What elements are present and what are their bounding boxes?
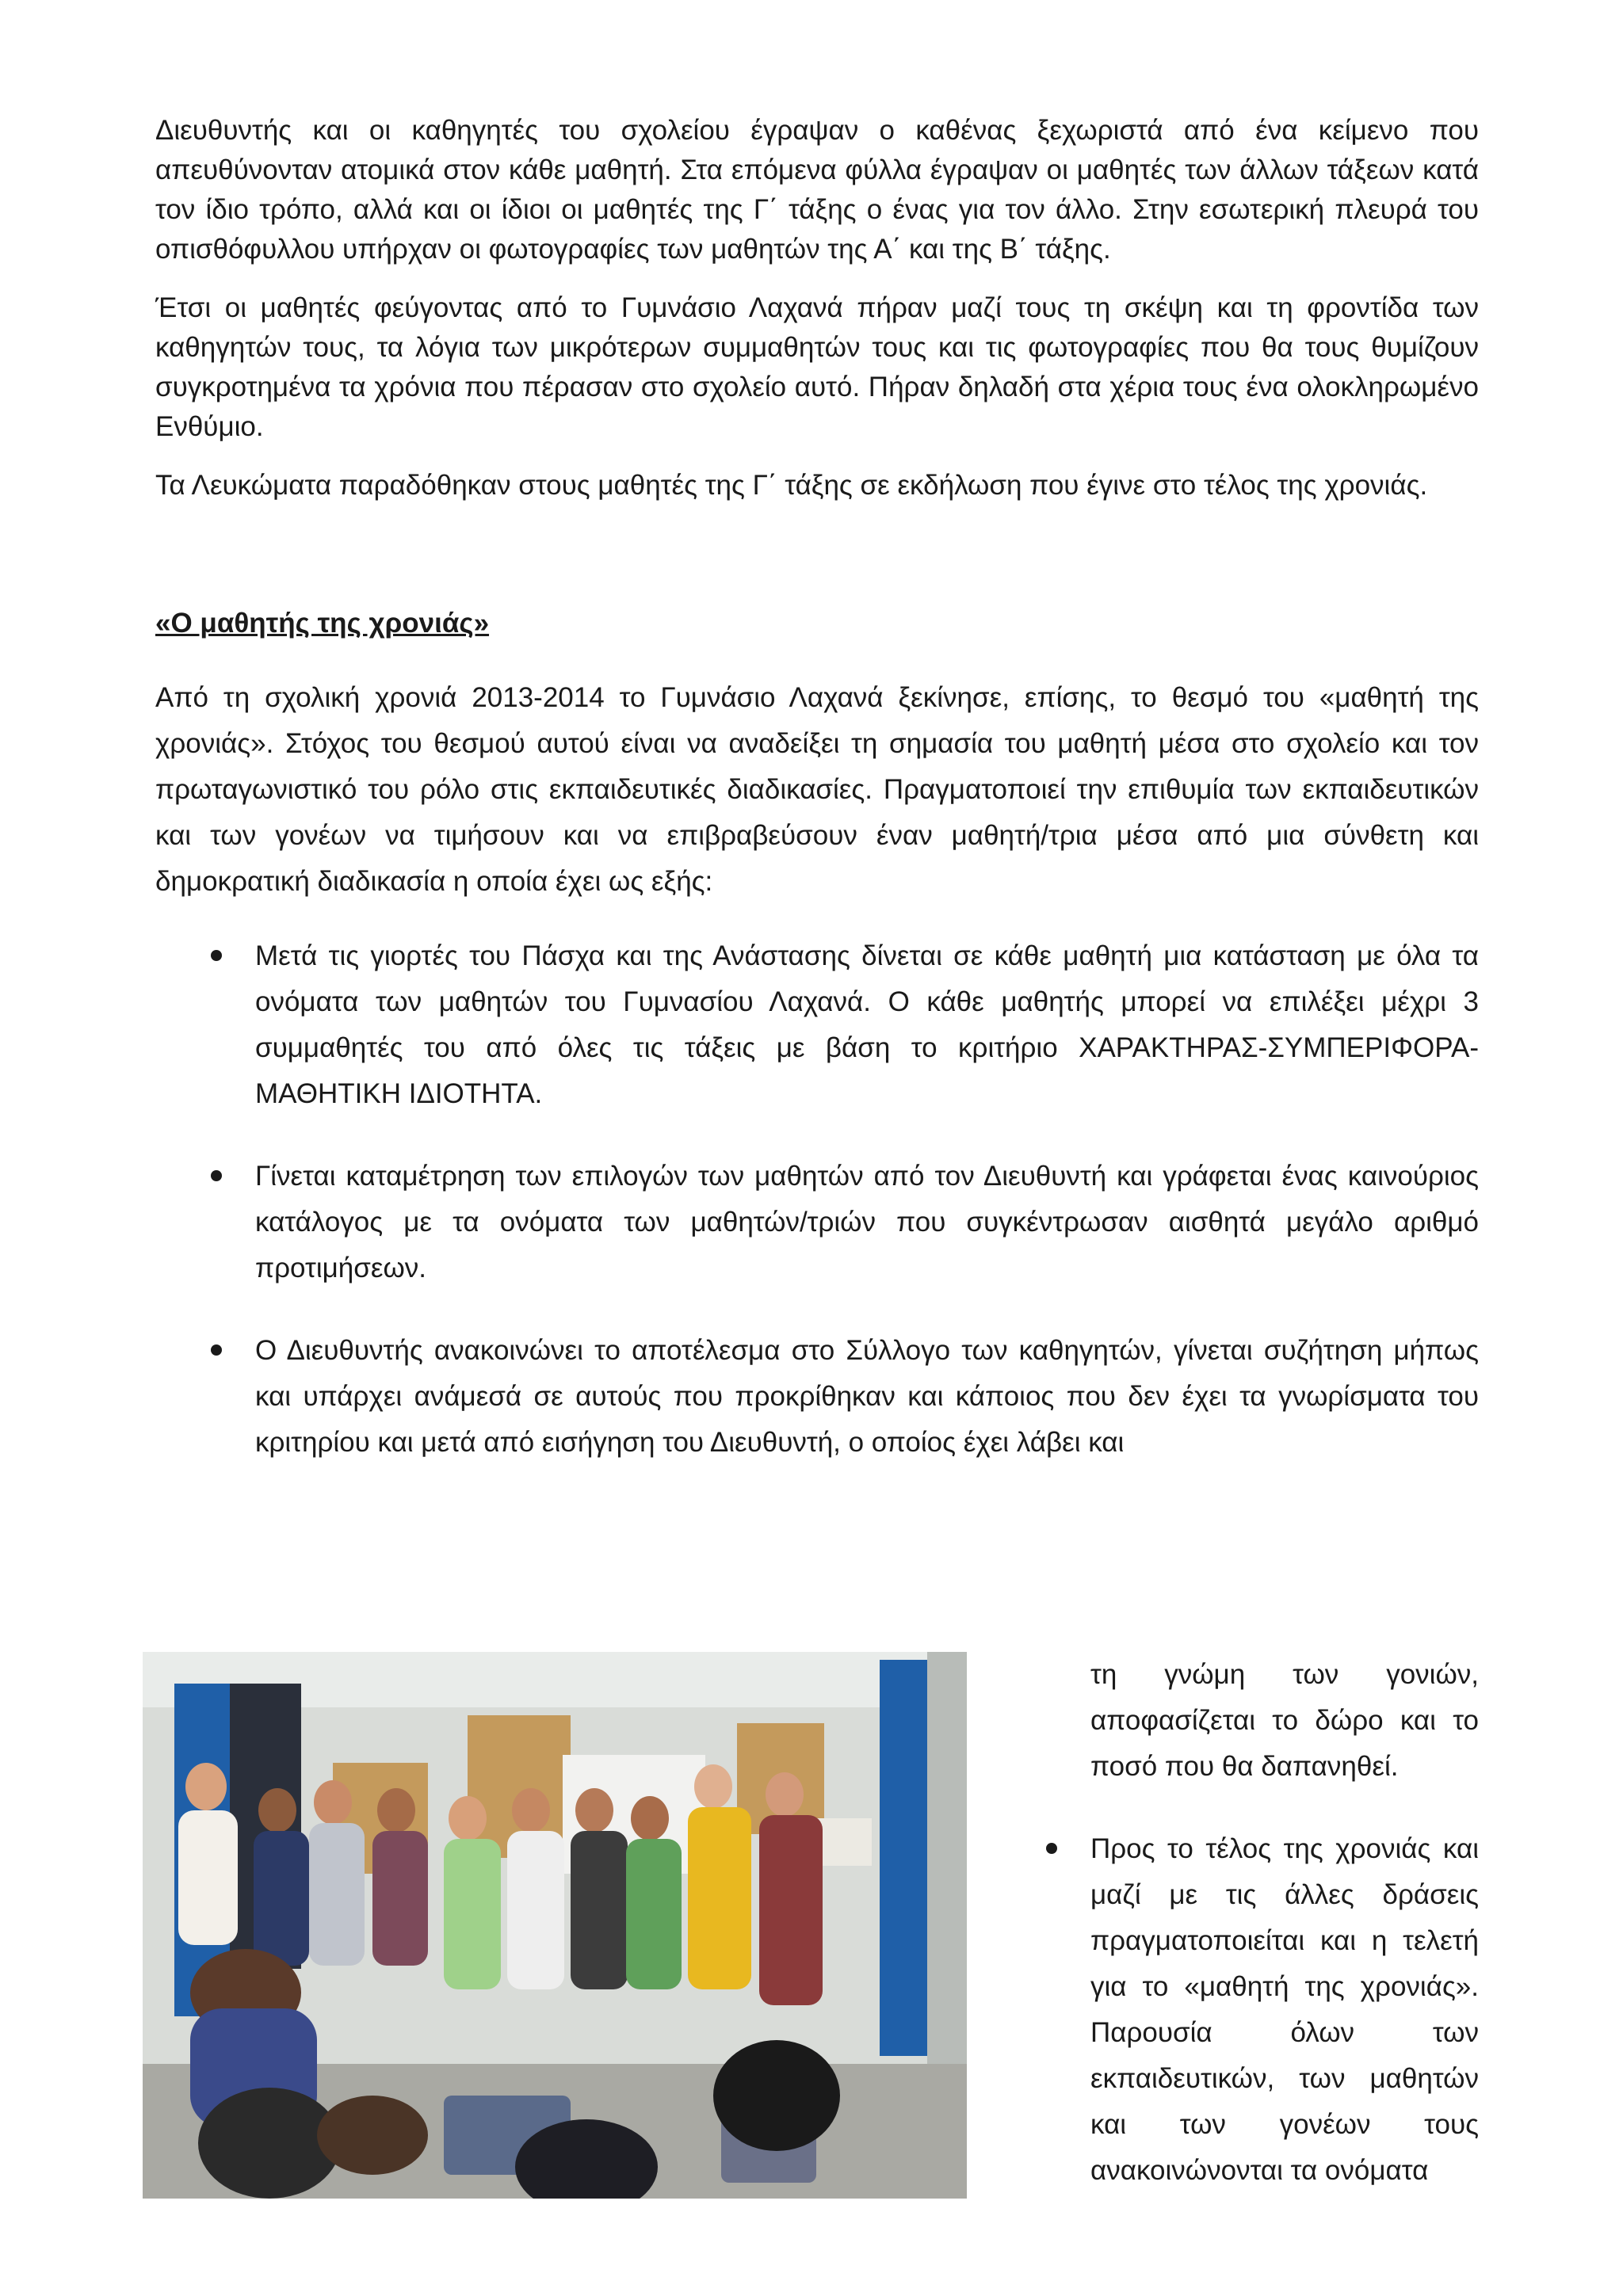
section-title: «Ο μαθητής της χρονιάς» xyxy=(155,608,490,639)
list-item xyxy=(155,1328,1479,1466)
list-item-text: Ο Διευθυντής ανακοινώνει το αποτέλεσμα στο Σύλλογο των καθηγητών, γίνεται συζήτηση μήπως και υπάρχει ανάμεσά σε αυτούς που προκρίθηκαν και κάποιος που δεν έχει τα γνωρίσματα του κριτηρίου και μετά από εισήγηση του Διευθυντή, ο οποίος έχει λάβει και xyxy=(255,1335,1479,1458)
bullet-icon xyxy=(211,950,222,961)
section-spacer xyxy=(155,524,1479,604)
list-item xyxy=(1090,1826,1479,2194)
bullet-icon xyxy=(1046,1843,1057,1854)
intro-paragraph-1: Διευθυντής και οι καθηγητές του σχολείου έγραψαν ο καθένας ξεχωριστά από ένα κείμενο που απευθύνονταν ατομικά στον κάθε μαθητή. Στα επόμενα φύλλα έγραψαν οι μαθητές των άλλων τάξεων κατά τον ίδιο τρόπο, αλλά και οι ίδιοι οι μαθητές της Γ΄ τάξης ο ένας για τον άλλο. Στην εσωτερική πλευρά του οπισθόφυλλου υπήρχαν οι φωτογραφίες των μαθητών της Α΄ και της Β΄ τάξης. xyxy=(155,115,1479,265)
list-item xyxy=(155,1154,1479,1291)
intro-paragraph-2: Έτσι οι μαθητές φεύγοντας από το Γυμνάσιο Λαχανά πήραν μαζί τους τη σκέψη και τη φροντίδα των καθηγητών τους, τα λόγια των μικρότερων συμμαθητών τους και τις φωτογραφίες που θα τους θυμίζουν συγκροτημένα τα χρόνια που πέρασαν στο σχολείο αυτό. Πήραν δηλαδή στα χέρια τους ένα ολοκληρωμένο Ενθύμιο. xyxy=(155,292,1479,442)
list-item xyxy=(155,933,1479,1117)
bullet-icon xyxy=(211,1170,222,1181)
bullet-3-continuation: τη γνώμη των γονιών, αποφασίζεται το δώρο και το ποσό που θα δαπανηθεί. xyxy=(1090,1659,1479,1782)
bullet-icon xyxy=(211,1344,222,1356)
list-item-text: Γίνεται καταμέτρηση των επιλογών των μαθητών από τον Διευθυντή και γράφεται ένας καινούριος κατάλογος με τα ονόματα των μαθητών/τριών που συγκέντρωσαν αισθητά μεγάλο αριθμό προτιμήσεων. xyxy=(255,1161,1479,1283)
procedure-list xyxy=(155,933,1479,1466)
ceremony-photo xyxy=(143,1652,967,2199)
ceremony-photo-illustration xyxy=(143,1652,967,2199)
list-item-text: Προς το τέλος της χρονιάς και μαζί με τις άλλες δράσεις πραγματοποιείται και η τελετή για το «μαθητή της χρονιάς». Παρουσία όλων των εκπαιδευτικών, των μαθητών και των γονέων τους ανακοινώνονται τα ονόματα xyxy=(1090,1833,1479,2186)
intro-paragraph-3: Τα Λευκώματα παραδόθηκαν στους μαθητές της Γ΄ τάξης σε εκδήλωση που έγινε στο τέλος της χρονιάς. xyxy=(155,470,1428,501)
photo-side-text xyxy=(1090,1652,1479,2194)
section-paragraph: Από τη σχολική χρονιά 2013-2014 το Γυμνάσιο Λαχανά ξεκίνησε, επίσης, το θεσμό του «μαθητή της χρονιάς». Στόχος του θεσμού αυτού είναι να αναδείξει τη σημασία του μαθητή μέσα στο σχολείο και τον πρωταγωνιστικό του ρόλο στις εκπαιδευτικές διαδικασίες. Πραγματοποιεί την επιθυμία των εκπαιδευτικών και των γονέων να τιμήσουν και να επιβραβεύσουν έναν μαθητή/τρια μέσα από μια σύνθετη και δημοκρατική διαδικασία η οποία έχει ως εξής: xyxy=(155,682,1479,897)
document-page xyxy=(155,111,1479,2186)
list-item-text: Μετά τις γιορτές του Πάσχα και της Ανάστασης δίνεται σε κάθε μαθητή μια κατάσταση με όλα τα ονόματα των μαθητών του Γυμνασίου Λαχανά. Ο κάθε μαθητής μπορεί να επιλέξει μέχρι 3 συμμαθητές του από όλες τις τάξεις με βάση το κριτήριο ΧΑΡΑΚΤΗΡΑΣ-ΣΥΜΠΕΡΙΦΟΡΑ-ΜΑΘΗΤΙΚΗ ΙΔΙΟΤΗΤΑ. xyxy=(255,940,1479,1109)
